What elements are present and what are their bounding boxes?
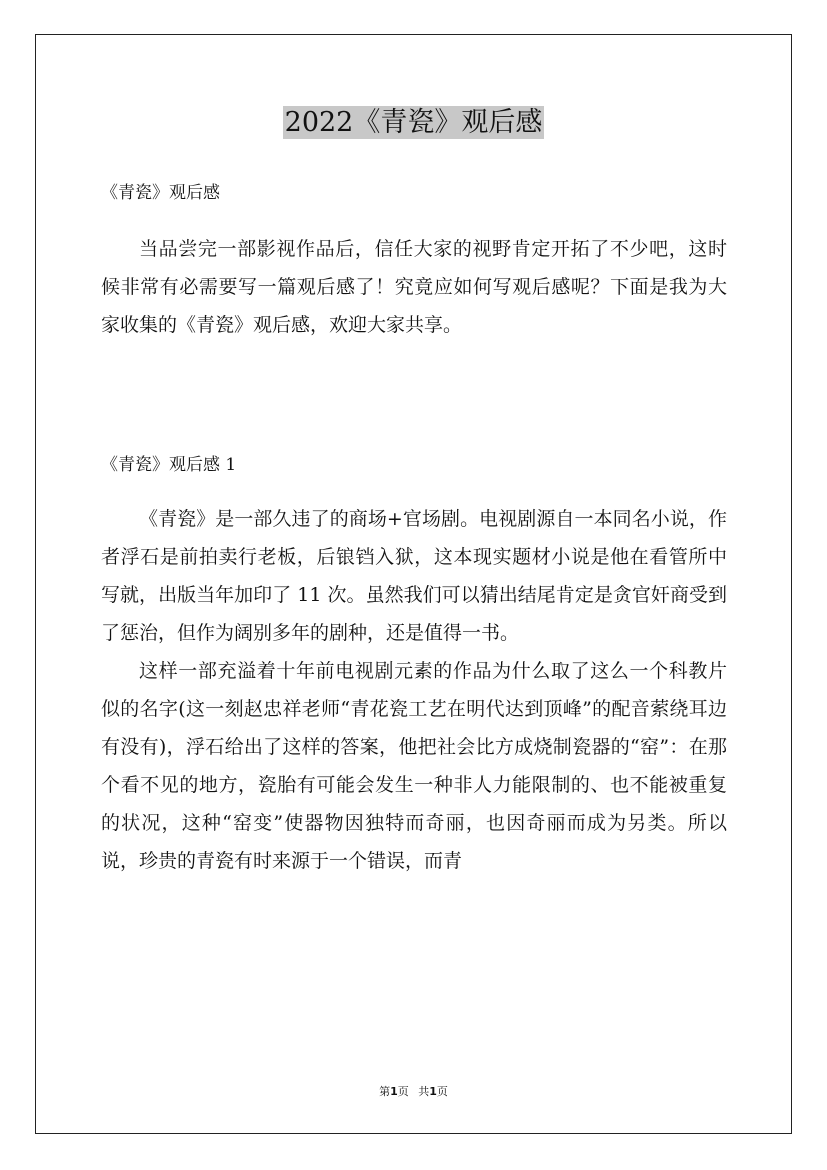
intro-heading: 《青瓷》观后感 (101, 183, 220, 203)
footer-page-number: 1 (390, 1085, 398, 1098)
section-1-paragraph-2: 这样一部充溢着十年前电视剧元素的作品为什么取了这么一个科教片似的名字(这一刻赵忠祥老师“青花瓷工艺在明代达到顶峰”的配音萦绕耳边有没有)，浮石给出了这样的答案，他把社会比方成烧制瓷器的“窑”：在那个看不见的地方，瓷胎有可能会发生一种非人力能限制的、也不能被重复的状况，这种“窑变”使器物因独特而奇丽，也因奇丽而成为另类。所以说，珍贵的青瓷有时来源于一个错误，而青 (101, 660, 727, 872)
page-footer (0, 1085, 827, 1099)
footer-total-number: 1 (429, 1085, 437, 1098)
footer-total-prefix: 共 (418, 1085, 430, 1098)
intro-paragraph: 当品尝完一部影视作品后，信任大家的视野肯定开拓了不少吧，这时候非常有必需要写一篇观后感了！究竟应如何写观后感呢？下面是我为大家收集的《青瓷》观后感，欢迎大家共享。 (101, 238, 727, 336)
intro-paragraph-block (101, 230, 727, 344)
section-1-body (101, 500, 727, 880)
footer-total-suffix: 页 (436, 1085, 448, 1098)
document-title-text: 2022《青瓷》观后感 (284, 107, 543, 138)
section-1-heading: 《青瓷》观后感 1 (101, 455, 237, 475)
footer-page-prefix: 第 (379, 1085, 391, 1098)
section-1-paragraph-1: 《青瓷》是一部久违了的商场+官场剧。电视剧源自一本同名小说，作者浮石是前拍卖行老板，后锒铛入狱，这本现实题材小说是他在看管所中写就，出版当年加印了 11 次。虽然我们可以猜出结尾肯定是贪官奸商受到了惩治，但作为阔别多年的剧种，还是值得一书。 (101, 508, 727, 644)
document-title (0, 104, 827, 142)
footer-page-suffix: 页 (397, 1085, 409, 1098)
